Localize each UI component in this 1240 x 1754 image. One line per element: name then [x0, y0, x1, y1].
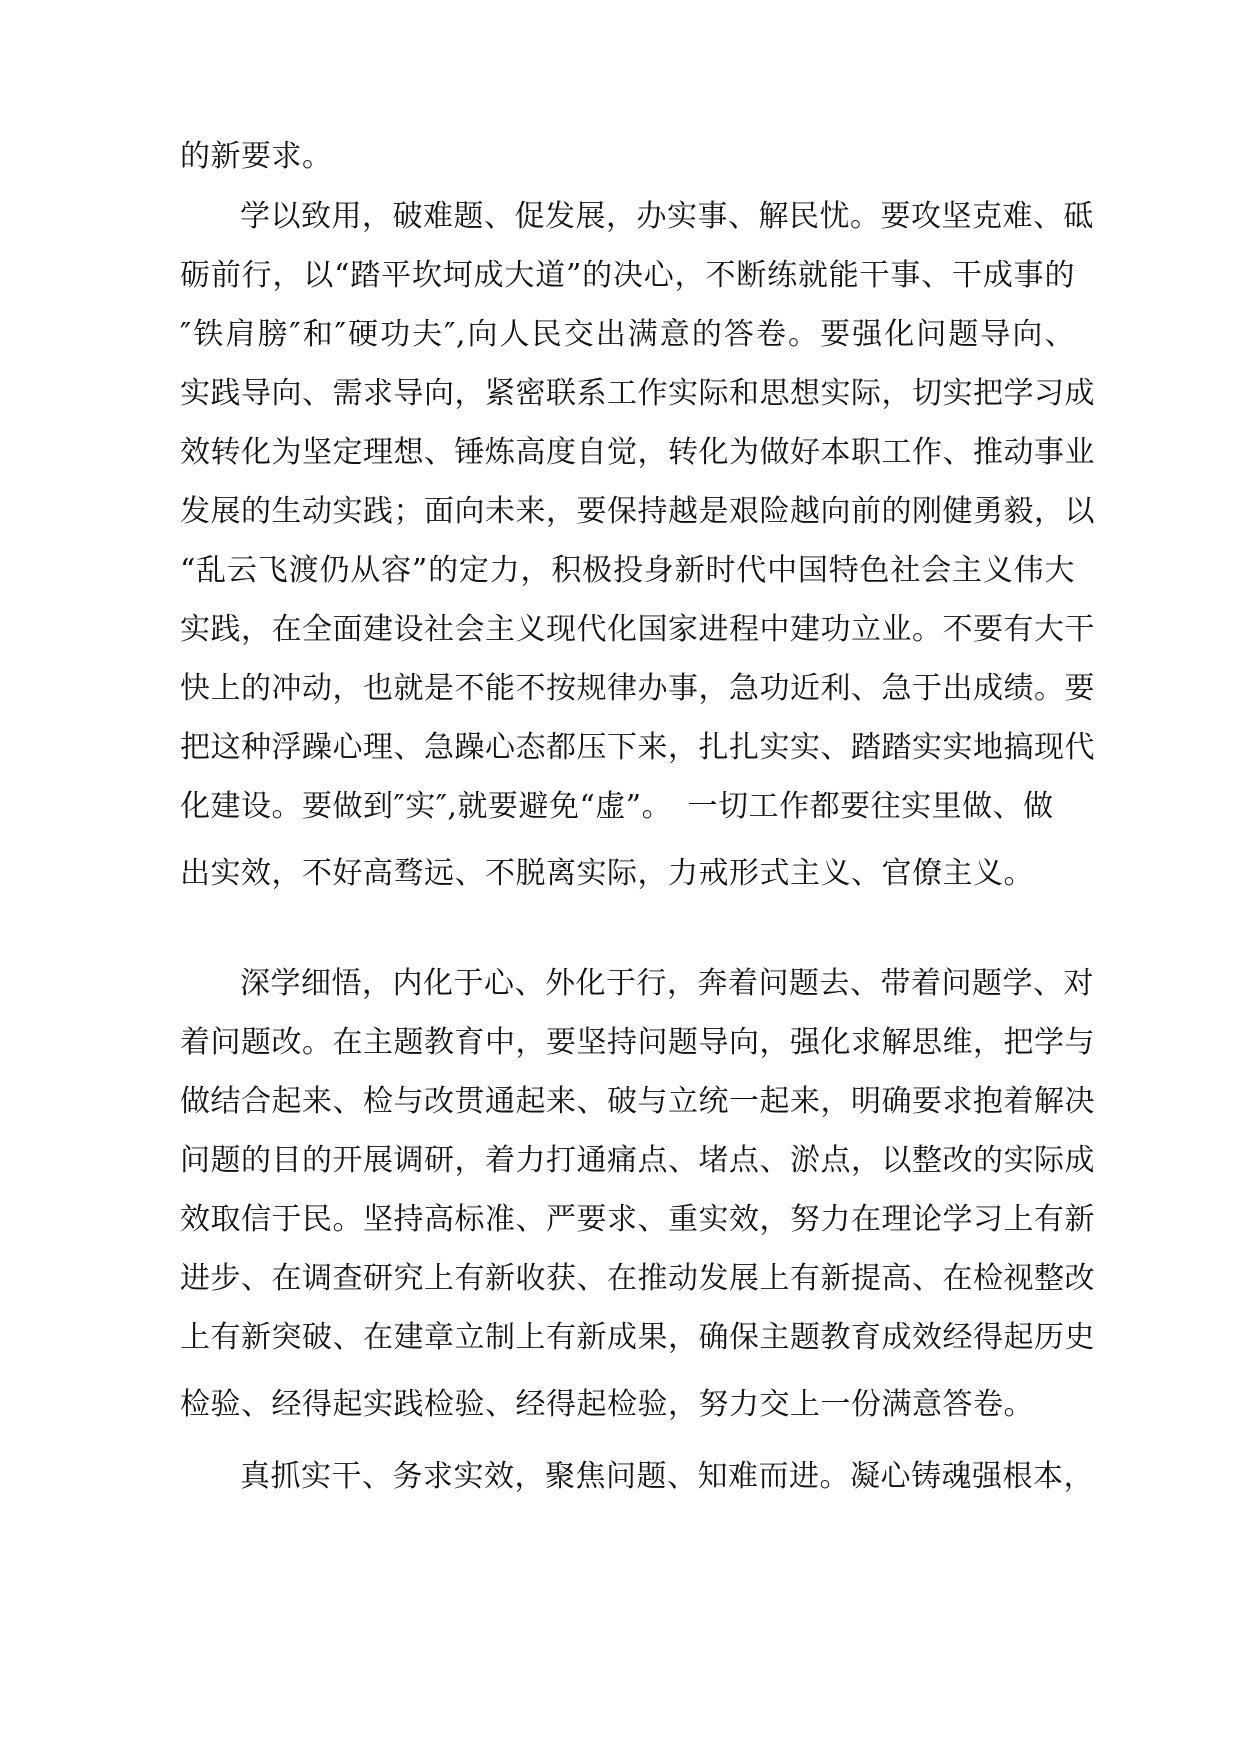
text-line-15: 着问题改。在主题教育中，要坚持问题导向，强化求解思维，把学与: [180, 1025, 1095, 1060]
text-line-11: 把这种浮躁心理、急躁心态都压下来，扎扎实实、踏踏实实地搞现代: [180, 730, 1095, 765]
text-line-1: 的新要求。: [180, 139, 333, 174]
text-line-16: 做结合起来、检与改贯通起来、破与立统一起来，明确要求抱着解决: [180, 1084, 1095, 1119]
text-line-21: 检验、经得起实践检验、经得起检验，努力交上一份满意答卷。: [180, 1387, 1034, 1422]
text-line-6: 效转化为坚定理想、锤炼高度自觉，转化为做好本职工作、推动事业: [180, 435, 1095, 470]
text-line-2: 学以致用，破难题、促发展，办实事、解民忧。要攻坚克难、砥: [240, 199, 1094, 234]
text-line-7: 发展的生动实践；面向未来，要保持越是艰险越向前的刚健勇毅，以: [180, 494, 1095, 529]
text-line-8: “乱云飞渡仍从容”的定力，积极投身新时代中国特色社会主义伟大: [180, 553, 1075, 588]
text-line-19: 进步、在调查研究上有新收获、在推动发展上有新提高、在检视整改: [180, 1261, 1095, 1296]
text-line-10: 快上的冲动，也就是不能不按规律办事，急功近利、急于出成绩。要: [180, 671, 1095, 706]
text-line-3: 砺前行，以“踏平坎坷成大道”的决心，不断练就能干事、干成事的: [180, 258, 1075, 293]
text-line-17: 问题的目的开展调研，着力打通痛点、堵点、淤点，以整改的实际成: [180, 1143, 1095, 1178]
text-line-14: 深学细悟，内化于心、外化于行，奔着问题去、带着问题学、对: [240, 966, 1094, 1001]
text-line-18: 效取信于民。坚持高标准、严要求、重实效，努力在理论学习上有新: [180, 1202, 1095, 1237]
text-line-5: 实践导向、需求导向，紧密联系工作实际和思想实际，切实把学习成: [180, 376, 1095, 411]
text-line-13: 出实效，不好高骛远、不脱离实际，力戒形式主义、官僚主义。: [180, 856, 1034, 891]
text-line-9: 实践，在全面建设社会主义现代化国家进程中建功立业。不要有大干: [180, 612, 1095, 647]
text-line-4: ″铁肩膀″和″硬功夫″,向人民交出满意的答卷。要强化问题导向、: [180, 317, 1075, 352]
text-line-12: 化建设。要做到″实″,就要避免“虚”。 一切工作都要往实里做、做: [180, 789, 1054, 824]
text-line-20: 上有新突破、在建章立制上有新成果，确保主题教育成效经得起历史: [180, 1320, 1095, 1355]
text-line-22: 真抓实干、务求实效，聚焦问题、知难而进。凝心铸魂强根本，: [240, 1459, 1094, 1494]
